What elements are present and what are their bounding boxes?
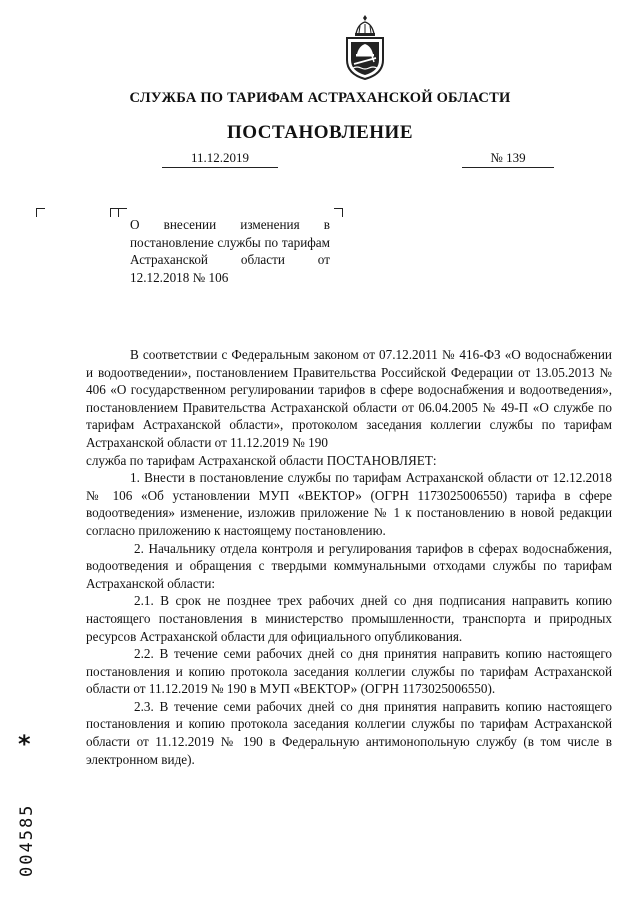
coat-of-arms-emblem-icon xyxy=(344,14,386,80)
registration-stamp xyxy=(14,730,44,880)
resolves-line: служба по тарифам Астраханской области ПОСТАНОВЛЯЕТ: xyxy=(86,452,437,468)
item-2-2-paragraph: 2.2. В течение семи рабочих дней со дня принятия направить копию настоящего постановления и копию протокола заседания коллегии службы по тарифам Астраханской области от 11.12.2019 № 190 в МУП «ВЕКТОР» (ОГРН 1173025006550). xyxy=(86,646,612,697)
corner-bracket-left xyxy=(36,208,45,217)
item-2-3-paragraph: 2.3. В течение семи рабочих дней со дня принятия направить копию настоящего постановления и копию протокола заседания коллегии службы по тарифам Астраханской области от 11.12.2019 № 190 в Федеральную антимонопольную службу (в том числе в электронном виде). xyxy=(86,698,612,767)
corner-bracket-subject-right xyxy=(334,208,343,217)
document-body xyxy=(86,346,612,768)
stamp-asterisk: * xyxy=(18,730,31,758)
document-type-title: ПОСТАНОВЛЕНИЕ xyxy=(226,122,414,143)
document-number: № 139 xyxy=(462,149,554,168)
document-date: 11.12.2019 xyxy=(162,149,278,168)
item-2-paragraph: 2. Начальнику отдела контроля и регулирования тарифов в сферах водоснабжения, водоотведения и обращения с твердыми коммунальными отходами службы по тарифам Астраханской области: xyxy=(86,540,612,591)
organization-name: СЛУЖБА ПО ТАРИФАМ АСТРАХАНСКОЙ ОБЛАСТИ xyxy=(129,90,511,106)
item-2-1-paragraph: 2.1. В срок не позднее трех рабочих дней со дня подписания направить копию настоящего постановления в министерство промышленности, транспорта и природных ресурсов Астраханской области для официального опубликования. xyxy=(86,593,612,644)
item-1-paragraph: 1. Внести в постановление службы по тарифам Астраханской области от 12.12.2018 № 106 «Об установлении МУП «ВЕКТОР» (ОГРН 1173025006550) тарифа в сфере водоотведения» изменение, изложив приложение № 1 к постановлению в новой редакции согласно приложению к настоящему постановлению. xyxy=(86,470,612,538)
document-subject: О внесении изменения в постановление службы по тарифам Астраханской области от 12.12.2018 № 106 xyxy=(130,217,330,285)
corner-bracket-subject-inner xyxy=(118,208,127,217)
stamp-code: 004585 xyxy=(17,803,37,877)
preamble-paragraph: В соответствии с Федеральным законом от 07.12.2011 № 416-ФЗ «О водоснабжении и водоотведении», постановлением Правительства Российской Федерации от 13.05.2013 № 406 «О государственном регулировании тарифов в сфере водоснабжения и водоотведения», постановлением Правительства Астраханской области от 06.04.2005 № 49-П «О службе по тарифам Астраханской области», протоколом заседания коллегии службы по тарифам Астраханской области от 11.12.2019 № 190 xyxy=(86,347,612,450)
